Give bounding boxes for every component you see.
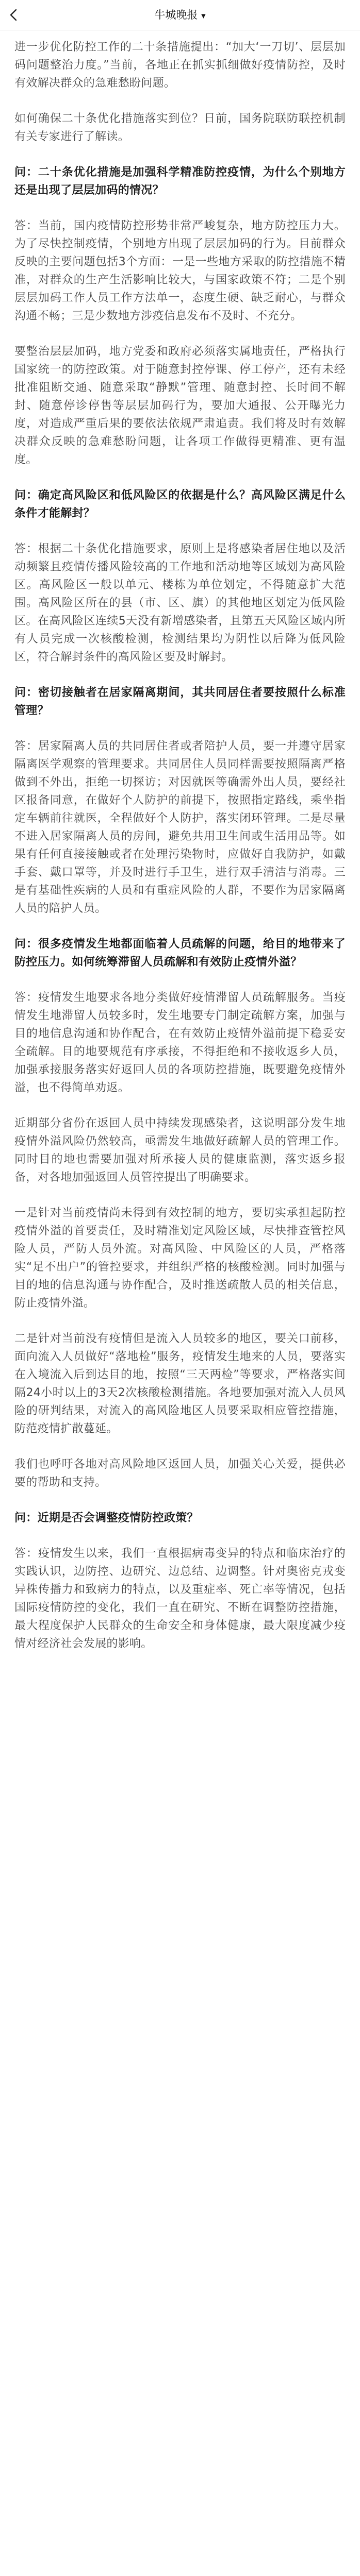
title-text: 牛城晚报	[154, 9, 198, 21]
answer-paragraph: 答：当前，国内疫情防控形势非常严峻复杂，地方防控压力大。为了尽快控制疫情，个别地方出现了层层加码的行为。目前群众反映的主要问题包括3个方面：一是一些地方采取的防控措施不精准，对群众的生产生活影响比较大，与国家政策不符；二是个别层层加码工作人员工作方法单一，态度生硬、缺乏耐心，与群众沟通不畅；三是少数地方涉疫信息发布不及时、不充分。	[14, 219, 346, 323]
answer-paragraph: 答：疫情发生地要求各地分类做好疫情滞留人员疏解服务。当疫情发生地滞留人员较多时，发生地要专门制定疏解方案，加强与目的地信息沟通和协作配合，在有效防止疫情外溢前提下稳妥安全疏解。目的地要规范有序承接，不得拒绝和不接收返乡人员，加强承接服务落实好返回人员的各项防控措施，既要避免疫情外溢，也不得简单劝返。	[14, 991, 346, 1094]
article-body	[0, 30, 360, 1670]
question-heading: 问：确定高风险区和低风险区的依据是什么？高风险区满足什么条件才能解封？	[14, 489, 346, 520]
question-heading: 问：密切接触者在居家隔离期间，其共同居住者要按照什么标准管理？	[14, 686, 346, 717]
question-heading: 问：二十条优化措施是加强科学精准防控疫情，为什么个别地方还是出现了层层加码的情况？	[14, 166, 346, 197]
answer-paragraph: 二是针对当前没有疫情但是流入人员较多的地区，要关口前移，面向流入人员做好“落地检”服务，疫情发生地来的人员，要落实在入境流入后到达目的地，按照“三天两检”等要求，严格落实间隔24小时以上的3天2次核酸检测措施。各地要加强对流入人员风险的研判结果，对流入的高风险地区人员要采取相应管控措施，防范疫情扩散蔓延。	[14, 1332, 346, 1435]
answer-paragraph: 答：疫情发生以来，我们一直根据病毒变异的特点和临床治疗的实践认识，边防控、边研究、边总结、边调整。针对奥密克戎变异株传播力和致病力的特点，以及重症率、死亡率等情况，包括国际疫情防控的变化，我们一直在研究、不断在调整防控措施，最大程度保护人民群众的生命安全和身体健康，最大限度减少疫情对经济社会发展的影响。	[14, 1547, 346, 1650]
answer-paragraph: 要整治层层加码，地方党委和政府必须落实属地责任，严格执行国家统一的防控政策。对于随意封控停课、停工停产，还有未经批准阻断交通、随意采取“静默”管理、随意封控、长时间不解封、随意停诊停售等层层加码行为，要加大通报、公开曝光力度，对造成严重后果的要依法依规严肃追责。我们将及时有效解决群众反映的急难愁盼问题，让各项工作做得更精准、更有温度。	[14, 345, 346, 466]
top-navigation-bar	[0, 0, 360, 30]
article-paragraph: 如何确保二十条优化措施落实到位？日前，国务院联防联控机制有关专家进行了解读。	[14, 112, 346, 143]
answer-paragraph: 近期部分省份在返回人员中持续发现感染者，这说明部分发生地疫情外溢风险仍然较高，亟需发生地做好疏解人员的管理工作。同时目的地也需要加强对所承接人员的健康监测，落实返乡报备，对各地加强返回人员管控提出了明确要求。	[14, 1117, 346, 1184]
answer-paragraph: 一是针对当前疫情尚未得到有效控制的地方，要切实承担起防控疫情外溢的首要责任，及时精准划定风险区域，尽快排查管控风险人员，严防人员外流。对高风险、中风险区的人员，严格落实“足不出户”的管控要求，并组织严格的核酸检测。同时加强与目的地的信息沟通与协作配合，及时推送疏散人员的相关信息，防止疫情外溢。	[14, 1207, 346, 1310]
article-paragraph: 进一步优化防控工作的二十条措施提出：“加大‘一刀切’、层层加码问题整治力度。”当前，各地正在抓实抓细做好疫情防控，及时有效解决群众的急难愁盼问题。	[14, 41, 346, 90]
chevron-down-icon: ▾	[201, 11, 206, 21]
question-heading: 问：近期是否会调整疫情防控政策？	[14, 1512, 199, 1524]
question-heading: 问：很多疫情发生地都面临着人员疏解的问题，给目的地带来了防控压力。如何统筹滞留人员疏解和有效防止疫情外溢？	[14, 938, 346, 969]
answer-paragraph: 答：居家隔离人员的共同居住者或者陪护人员，要一并遵守居家隔离医学观察的管理要求。共同居住人员同样需要按照隔离严格做到不外出，拒绝一切探访；对因就医等确需外出人员，要经社区报备同意，在做好个人防护的前提下，按照指定路线，乘坐指定车辆前往就医，全程做好个人防护，落实闭环管理。二是尽量不进入居家隔离人员的房间，避免共用卫生间或生活用品等。如果有任何直接接触或者在处理污染物时，应做好自我防护，如戴手套、戴口罩等，并及时进行手卫生，进行双手清洁与消毒。三是有基础性疾病的人员和有重症风险的人群，不要作为居家隔离人员的陪护人员。	[14, 740, 346, 915]
page-title[interactable]	[0, 8, 360, 23]
answer-paragraph: 答：根据二十条优化措施要求，原则上是将感染者居住地以及活动频繁且疫情传播风险较高的工作地和活动地等区域划为高风险区。高风险区一般以单元、楼栋为单位划定，不得随意扩大范围。高风险区所在的县（市、区、旗）的其他地区划定为低风险区。在高风险区连续5天没有新增感染者，且第五天风险区域内所有人员完成一次核酸检测，检测结果均为阴性以后降为低风险区，符合解封条件的高风险区要及时解封。	[14, 543, 346, 664]
answer-paragraph: 我们也呼吁各地对高风险地区返回人员，加强关心关爱，提供必要的帮助和支持。	[14, 1458, 346, 1489]
